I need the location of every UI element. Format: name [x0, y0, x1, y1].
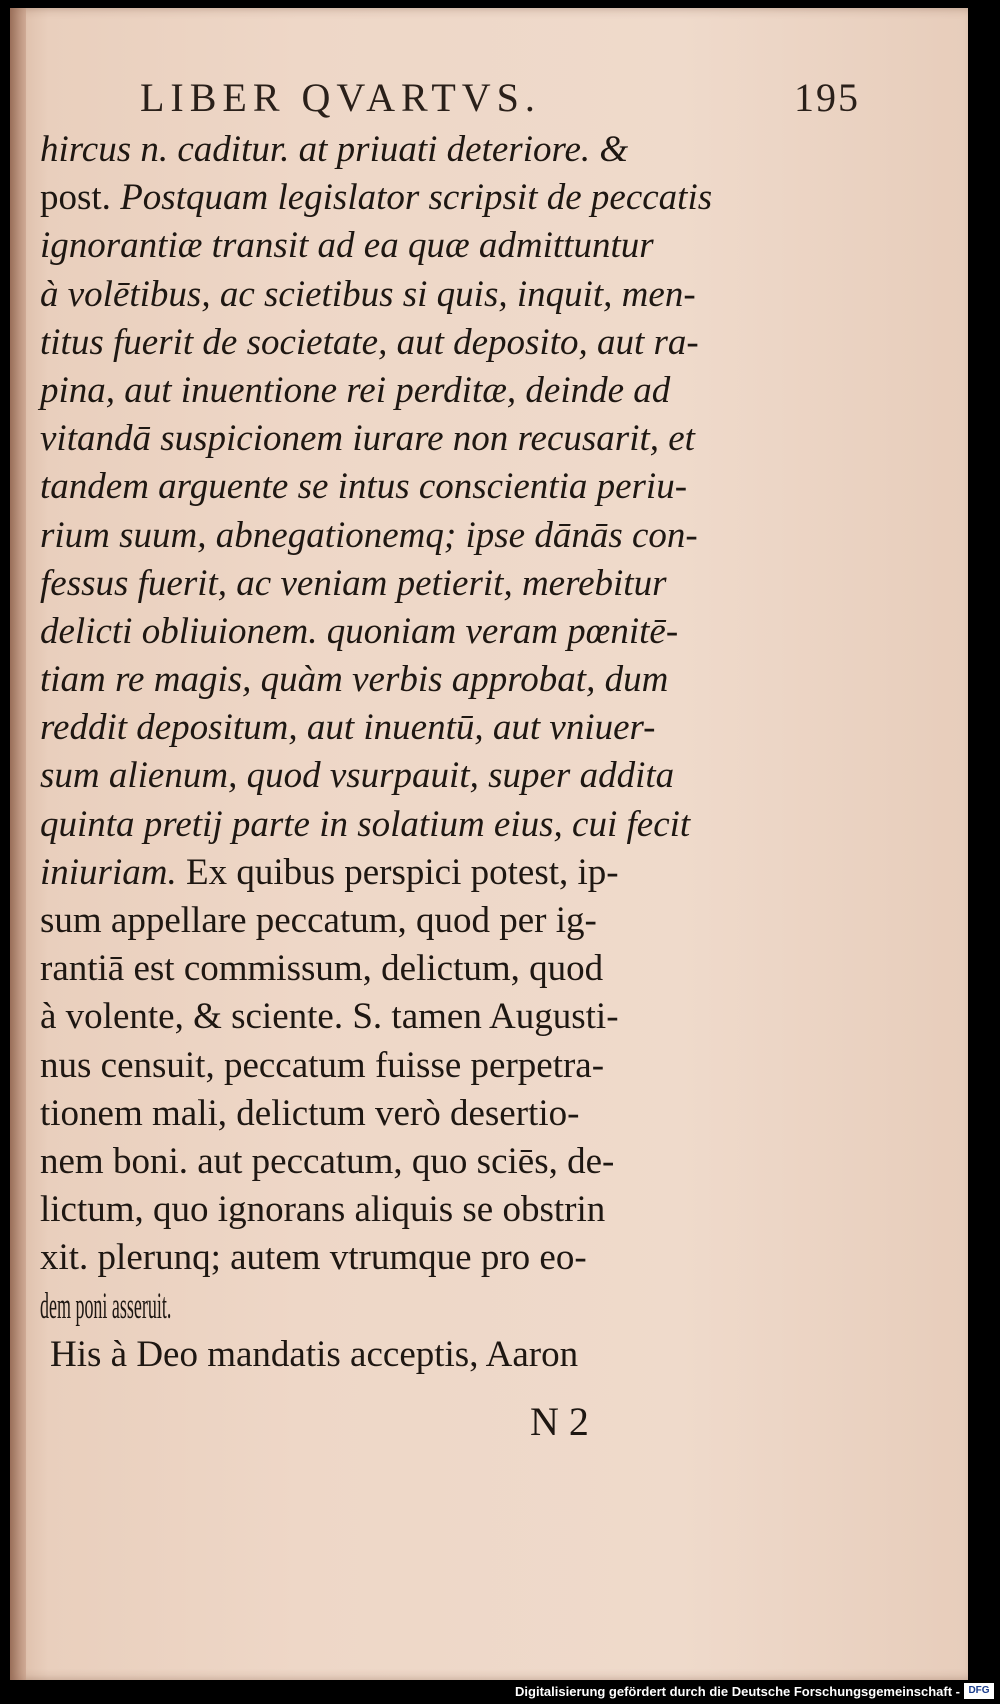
text-line: ignorantiæ transit ad ea quæ admittuntur — [40, 225, 654, 267]
text-line: à volētibus, ac scietibus si quis, inquit, men- — [40, 273, 696, 315]
page-gutter-shadow — [10, 8, 26, 1680]
text-line: titus fuerit de societate, aut deposito, aut ra- — [40, 321, 699, 363]
dfg-logo-icon: DFG — [964, 1683, 994, 1699]
text-line: tiam re magis, quàm verbis approbat, dum — [40, 659, 669, 701]
signature-mark: N 2 — [530, 1399, 589, 1444]
text-line: rantiā est commissum, delictum, quod — [40, 948, 604, 990]
text-line: lictum, quo ignorans aliquis se obstrin — [40, 1189, 606, 1231]
text-line: tandem arguente se intus conscientia periu- — [40, 466, 688, 508]
text-run: Postquam legislator scripsit de peccatis — [110, 177, 713, 219]
text-line: nus censuit, peccatum fuisse perpetra- — [40, 1044, 605, 1086]
text-line — [40, 849, 740, 897]
text-run: iniuriam. — [40, 851, 177, 893]
text-line: tionem mali, delictum verò desertio- — [40, 1092, 580, 1134]
text-block — [40, 126, 740, 1379]
page-number: 195 — [794, 75, 860, 120]
text-line: sum appellare peccatum, quod per ig- — [40, 900, 597, 941]
text-line: delicti obliuionem. quoniam veram pœnitē- — [40, 610, 679, 652]
text-line: à volente, & sciente. S. tamen Augusti- — [40, 996, 619, 1038]
digitization-credit: Digitalisierung gefördert durch die Deutsche Forschungsgemeinschaft - — [515, 1684, 960, 1699]
text-line: His à Deo mandatis acceptis, Aaron — [50, 1333, 579, 1375]
text-line: rium suum, abnegationemq; ipse dānās con- — [40, 514, 698, 556]
text-line — [40, 174, 740, 222]
text-line: hircus n. caditur. at priuati deteriore. & — [40, 129, 629, 170]
running-header — [120, 74, 900, 130]
text-line: xit. plerunq; autem vtrumque pro eo- — [40, 1237, 587, 1279]
text-line: pina, aut inuentione rei perditæ, deinde ad — [40, 369, 671, 411]
text-line: nem boni. aut peccatum, quo sciēs, de- — [40, 1140, 615, 1182]
text-line: fessus fuerit, ac veniam petierit, merebitur — [40, 562, 667, 604]
text-line: quinta pretij parte in solatium eius, cui fecit — [40, 803, 691, 845]
text-line: vitandā suspicionem iurare non recusarit, et — [40, 418, 695, 460]
running-title: LIBER QVARTVS. — [140, 75, 541, 120]
text-line: dem poni asseruit. — [40, 1285, 172, 1327]
text-run: post. — [40, 177, 111, 219]
text-line: reddit depositum, aut inuentū, aut vniuer- — [40, 707, 656, 749]
text-line: sum alienum, quod vsurpauit, super addita — [40, 755, 675, 797]
text-run: Ex quibus perspici potest, ip- — [176, 851, 619, 893]
